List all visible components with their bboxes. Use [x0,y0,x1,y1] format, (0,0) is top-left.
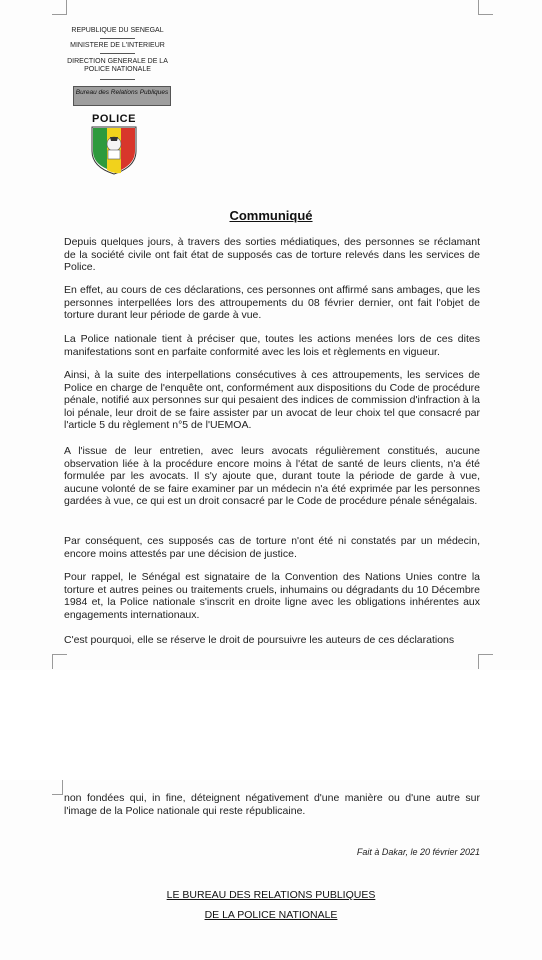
paragraph-8: C'est pourquoi, elle se réserve le droit de poursuivre les auteurs de ces déclarations [64,634,455,646]
signature-line-1: LE BUREAU DES RELATIONS PUBLIQUES [166,889,376,901]
crop-mark-bottom-left [52,654,67,669]
paragraph-2: En effet, au cours de ces déclarations, ces personnes ont affirmé sans ambages, que les personnes interpellées lors des attroupements du 08 février dernier, ont fait l'objet de torture durant leur période de garde à vue. [64,284,480,321]
paragraph-4: Ainsi, à la suite des interpellations consécutives à ces attroupements, les services de Police en charge de l'enquête ont, conformément aux dispositions du Code de procédure pénale, notifié aux personnes sur qui pesaient des indices de commission d'infraction à la loi pénale, leur droit de se faire assister par un avocat de leur choix tel que consacré par l'article 5 du règlement n°5 de l'UEMOA. [64,369,480,431]
paragraph-continuation: non fondées qui, in fine, déteignent négativement d'une manière ou d'une autre sur l'image de la Police nationale qui reste républicaine. [64,792,480,817]
header-ministry: MINISTERE DE L'INTERIEUR [70,42,165,49]
paragraph-1: Depuis quelques jours, à travers des sorties médiatiques, des personnes se réclamant de la société civile ont fait état de supposés cas de torture relevés dans les services de Police. [64,236,480,273]
paragraph-6: Par conséquent, ces supposés cas de torture n'ont été ni constatés par un médecin, encore moins attestés par une décision de justice. [64,535,480,560]
paragraph-5: A l'issue de leur entretien, avec leurs avocats régulièrement constitués, aucune observation liée à la procédure encore moins à l'état de santé de leurs clients, n'a été formulée par les avocats. Il s'y ajoute que, durant toute la période de garde à vue, aucune volonté de se faire examiner par un médecin n'a été exprimée par les personnes gardées à vue, ce qui est un droit consacré par le Code de procédure pénale sénégalais. [64,445,480,507]
crop-mark-top-right [478,0,493,15]
bureau-relations-box: Bureau des Relations Publiques [73,86,171,106]
document-title: Communiqué [229,208,313,223]
header-direction: DIRECTION GENERALE DE LA POLICE NATIONALE [67,58,168,73]
document-page-2 [0,780,542,960]
paragraph-3: La Police nationale tient à préciser que, toutes les actions menées lors de ces dites manifestations sont en parfaite conformité avec les lois et règlements en vigueur. [64,333,480,358]
header-divider [100,38,135,39]
signature-line-2: DE LA POLICE NATIONALE [204,909,338,921]
header-divider [100,53,135,54]
paragraph-7: Pour rappel, le Sénégal est signataire de la Convention des Nations Unies contre la torture et autres peines ou traitements cruels, inhumains ou dégradants du 10 Décembre 1984 et, la Police nationale s'inscrit en droite ligne avec les obligations inhérentes aux engagements internationaux. [64,571,480,621]
police-logo-text: POLICE [92,113,136,125]
place-date: Fait à Dakar, le 20 février 2021 [356,847,480,857]
header-divider [100,79,135,80]
crop-mark-bottom-right [478,654,493,669]
page-gap [0,670,542,780]
crop-mark-top-left [52,0,67,15]
header-republic: REPUBLIQUE DU SENEGAL [71,27,164,34]
crop-mark-top-left [52,780,63,795]
